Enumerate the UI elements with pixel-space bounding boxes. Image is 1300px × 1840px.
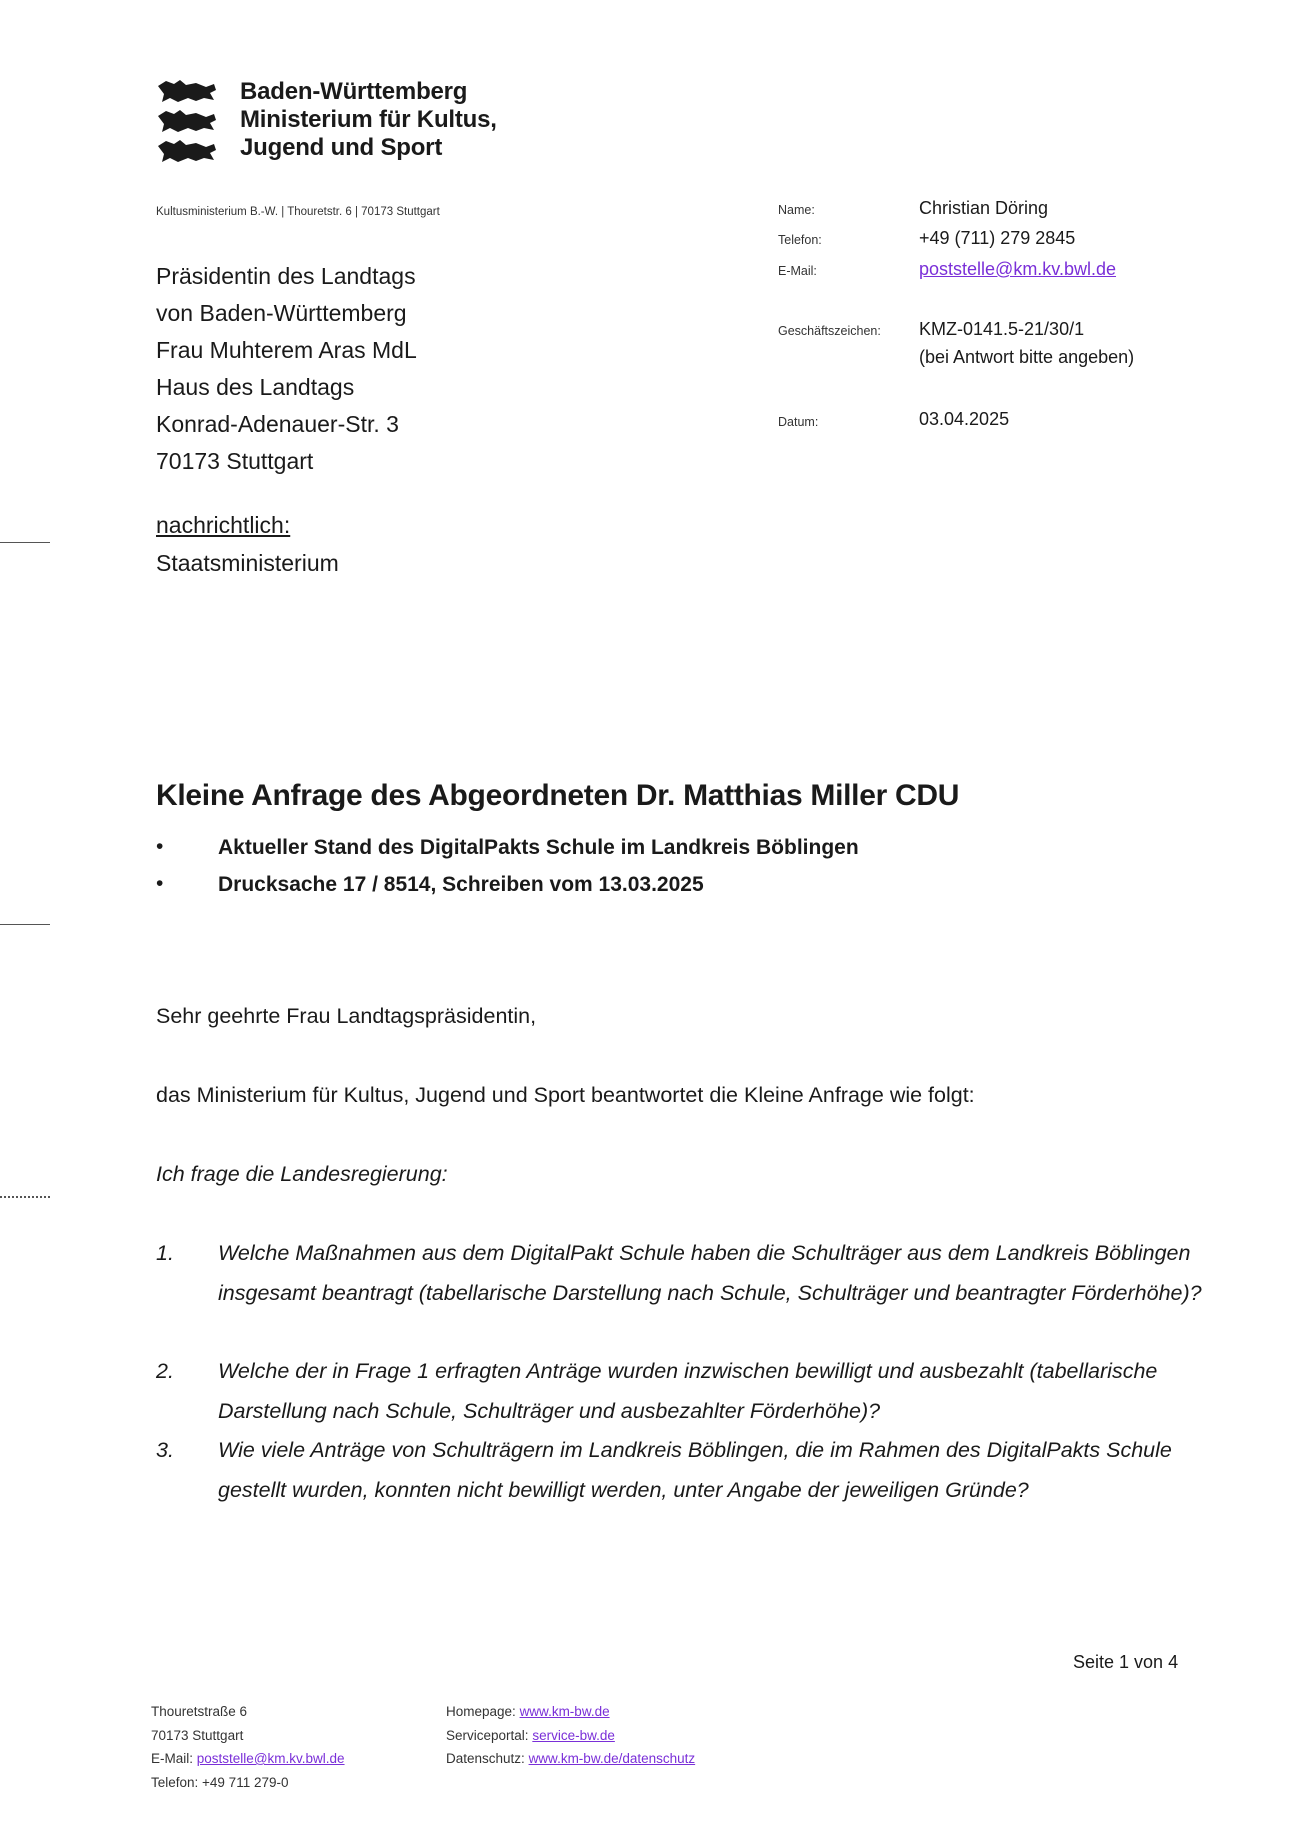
recipient-line: Frau Muhterem Aras MdL [156,337,417,363]
question-text: Welche der in Frage 1 erfragten Anträge wurden inzwischen bewilligt und ausbezahlt (tabellarische Darstellung nach Schule, Schulträger und ausbezahlter Förderhöhe)? [218,1359,1158,1423]
recipient-line: von Baden-Württemberg [156,300,407,326]
cc-label: nachrichtlich: [156,512,291,538]
logo-text [240,78,497,162]
footer-homepage-link[interactable]: www.km-bw.de [519,1704,610,1719]
footer-homepage [446,1700,695,1724]
footer-homepage-label: Homepage: [446,1704,516,1719]
reference-value: KMZ-0141.5-21/30/1 [919,319,1085,339]
fold-mark [0,542,50,543]
ministry-logo [156,78,536,168]
recipient-line: Konrad-Adenauer-Str. 3 [156,411,399,437]
page-number: Seite 1 von 4 [1073,1652,1179,1672]
reference-label: Geschäftszeichen: [778,324,881,338]
email-link[interactable]: poststelle@km.kv.bwl.de [919,259,1117,279]
state-lions-emblem-icon [156,78,218,166]
email-label: E-Mail: [778,264,817,278]
subject-bullet-text: Drucksache 17 / 8514, Schreiben vom 13.03.2025 [218,873,704,896]
footer-service-label: Serviceportal: [446,1727,529,1743]
footer-links [446,1700,695,1771]
intro-paragraph: das Ministerium für Kultus, Jugend und Sport beantwortet die Kleine Anfrage wie folgt: [156,1083,975,1107]
footer-service-link[interactable]: service-bw.de [532,1727,615,1743]
footer-privacy-link[interactable]: www.km-bw.de/datenschutz [528,1751,696,1766]
salutation: Sehr geehrte Frau Landtagspräsidentin, [156,1004,537,1028]
punch-mark [0,1196,50,1198]
logo-line-3: Jugend und Sport [240,134,443,161]
question-number: 3. [156,1438,174,1462]
recipient-line: 70173 Stuttgart [156,448,314,474]
bullet-icon: • [156,872,164,895]
footer-email [151,1747,345,1771]
footer-service [446,1724,695,1748]
footer-email-link[interactable]: poststelle@km.kv.bwl.de [196,1751,345,1766]
footer-address [151,1700,345,1794]
reference-note: (bei Antwort bitte angeben) [919,347,1135,367]
question-number: 2. [156,1359,174,1383]
cc-value: Staatsministerium [156,550,339,576]
name-value: Christian Döring [919,198,1049,218]
logo-line-1: Baden-Württemberg [240,78,468,105]
question-text: Wie viele Anträge von Schulträgern im Landkreis Böblingen, die im Rahmen des DigitalPakts Schule gestellt wurden, konnten nicht bewilligt werden, unter Angabe der jeweiligen Gründe? [218,1438,1172,1502]
recipient-line: Haus des Landtags [156,374,355,400]
recipient-line: Präsidentin des Landtags [156,263,416,289]
footer-privacy-label: Datenschutz: [446,1751,525,1766]
recipient-address [156,258,417,480]
name-label: Name: [778,203,815,217]
footer-phone: Telefon: +49 711 279-0 [151,1774,289,1790]
question-intro: Ich frage die Landesregierung: [156,1162,448,1186]
question-number: 1. [156,1241,174,1265]
footer-street: Thouretstraße 6 [151,1704,248,1719]
subject-bullet-text: Aktueller Stand des DigitalPakts Schule im Landkreis Böblingen [218,836,859,859]
question-text: Welche Maßnahmen aus dem DigitalPakt Schule haben die Schulträger aus dem Landkreis Böblingen insgesamt beantragt (tabellarische Darstellung nach Schule, Schulträger und beantragter Förderhöhe)? [218,1241,1202,1305]
bullet-icon: • [156,835,164,858]
footer-email-label: E-Mail: [151,1751,194,1766]
fold-mark [0,924,50,925]
date-value: 03.04.2025 [919,409,1010,429]
sender-line: Kultusministerium B.-W. | Thouretstr. 6 | 70173 Stuttgart [156,206,440,218]
footer-privacy [446,1747,695,1771]
subject-title: Kleine Anfrage des Abgeordneten Dr. Matthias Miller CDU [156,779,960,812]
phone-label: Telefon: [778,233,822,247]
date-label: Datum: [778,415,819,429]
phone-value: +49 (711) 279 2845 [919,228,1076,248]
logo-line-2: Ministerium für Kultus, [240,106,497,133]
footer-city: 70173 Stuttgart [151,1727,244,1743]
